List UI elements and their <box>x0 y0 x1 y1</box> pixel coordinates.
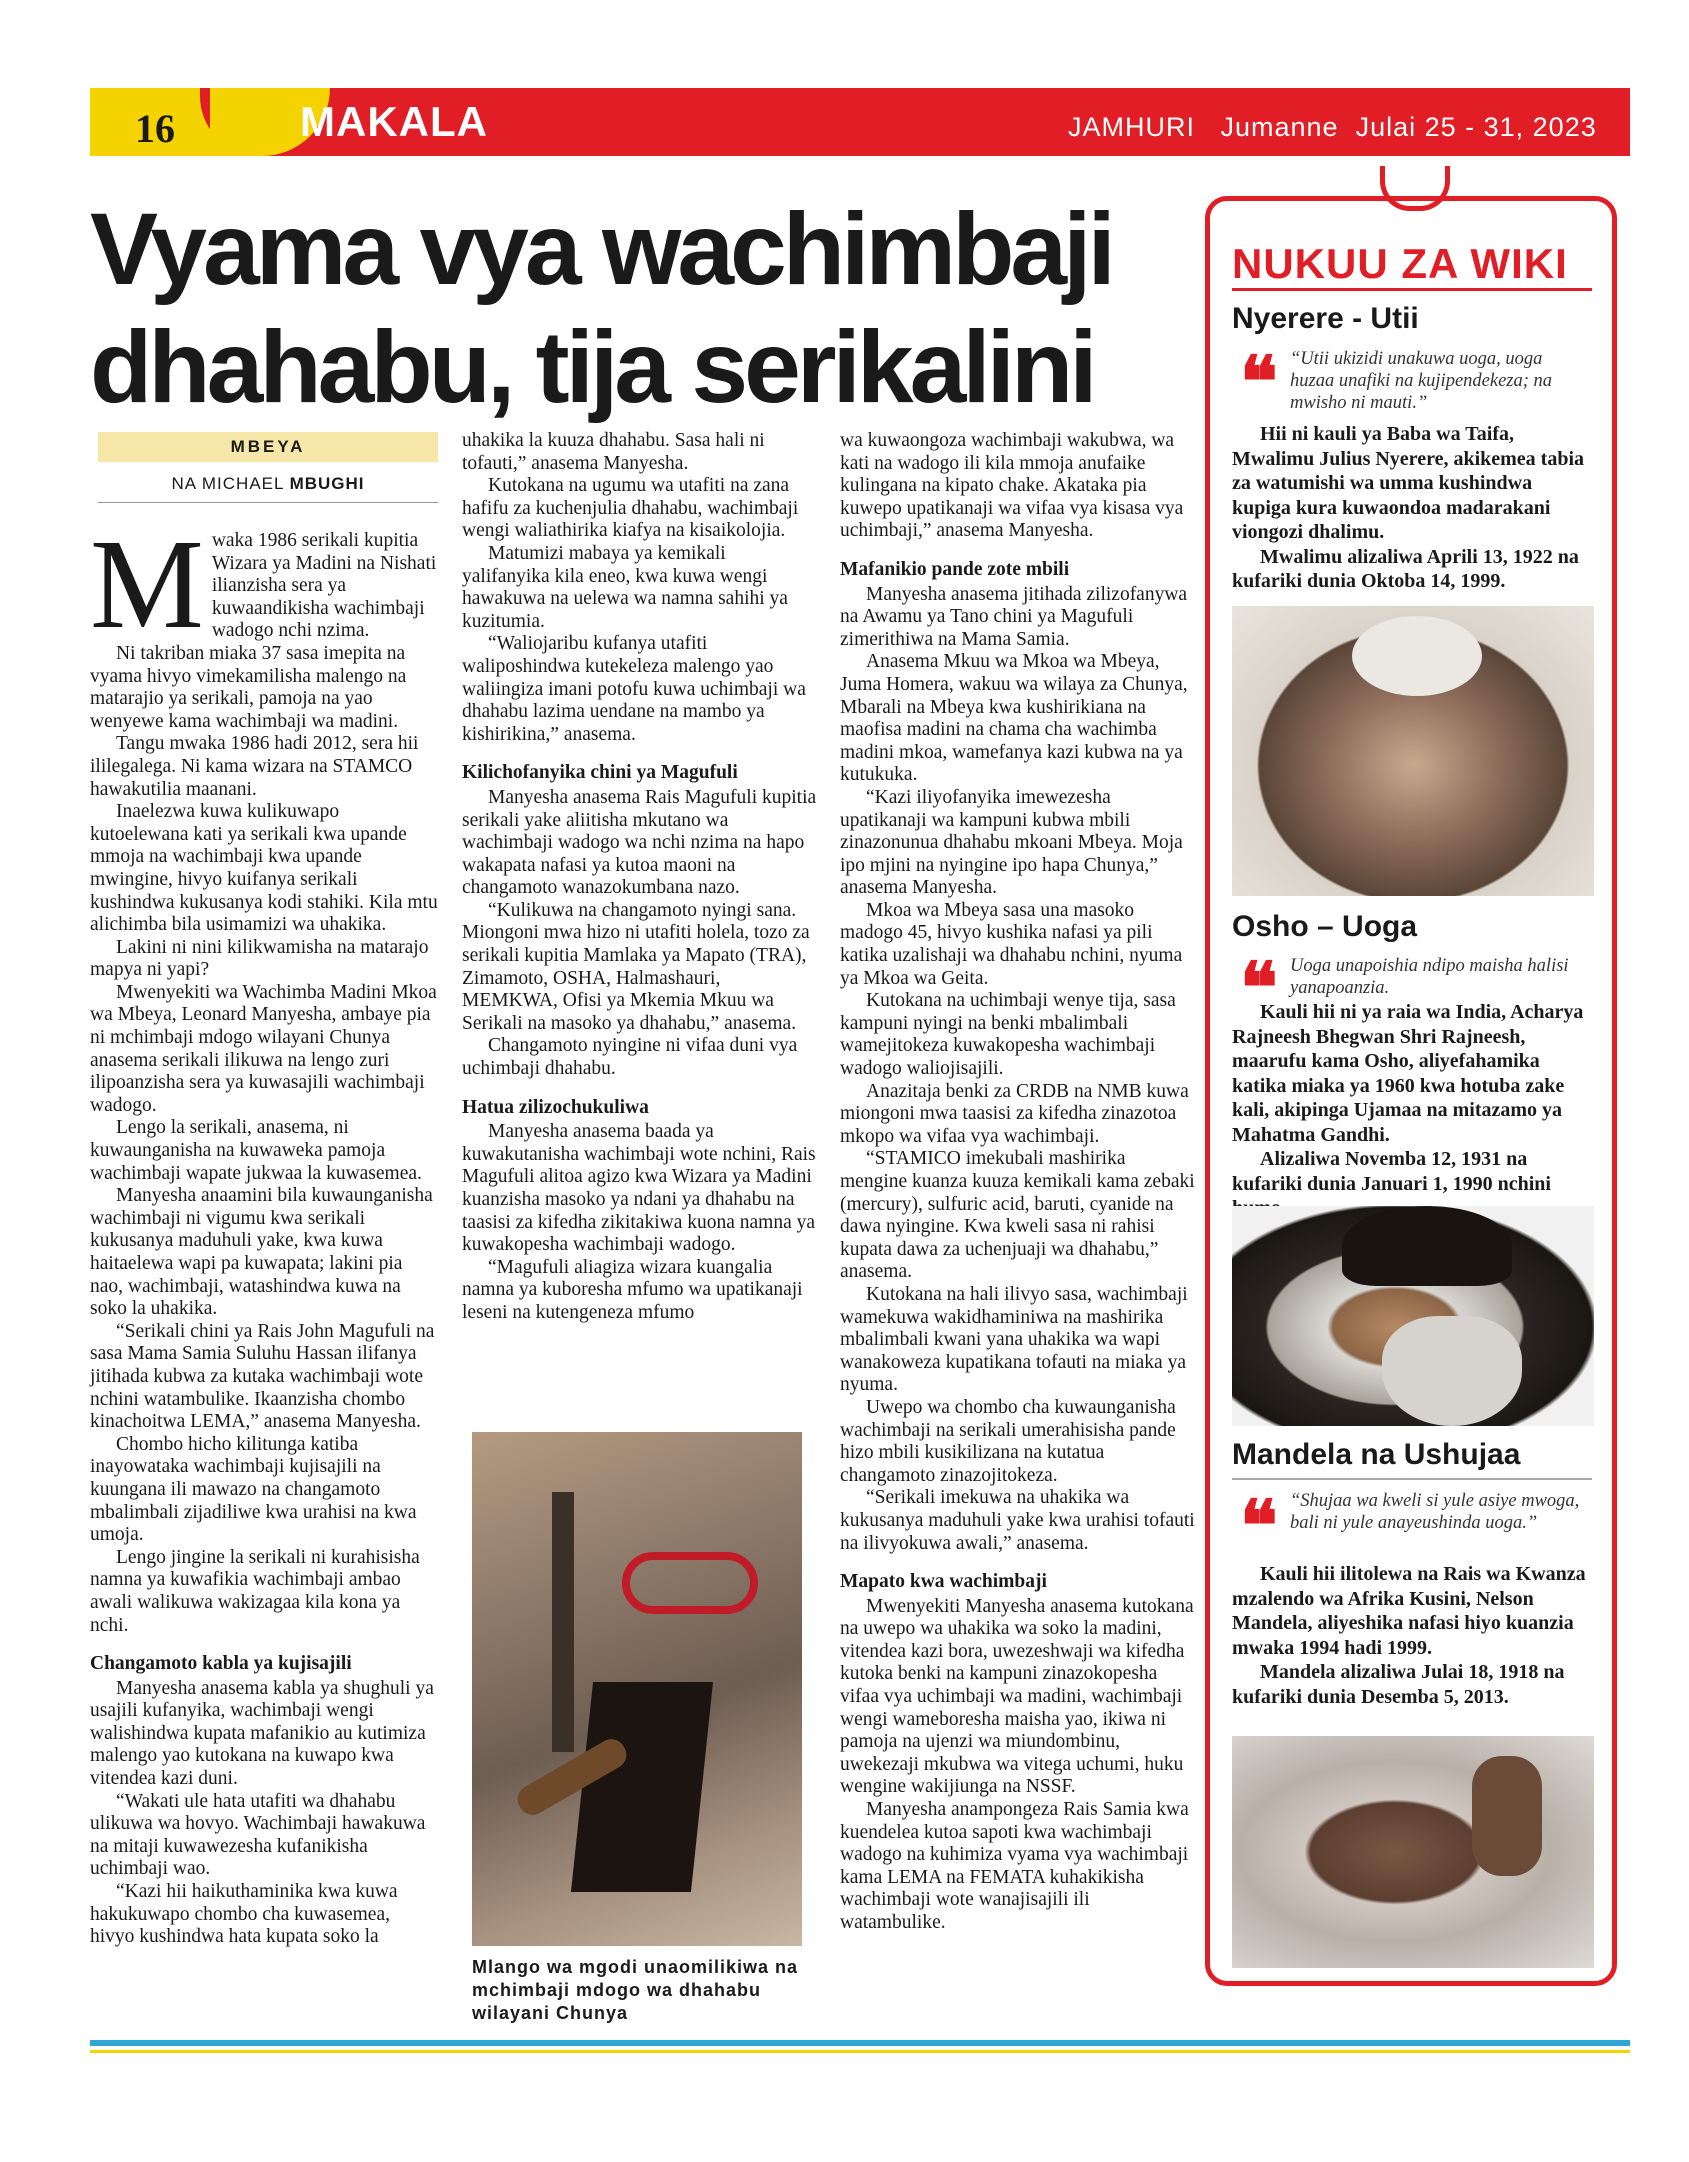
portrait-beard <box>1382 1316 1522 1426</box>
paragraph: Kutokana na ugumu wa utafiti na zana hafifu za kuchenjulia dhahabu, wachimbaji wengi waliathirika kiafya na kisaikolojia. <box>462 475 799 542</box>
masthead-date: JAMHURI Jumanne Julai 25 - 31, 2023 <box>1068 112 1597 142</box>
paragraph: Lakini ni nini kilikwamisha na matarajo mapya ni yapi? <box>90 936 429 981</box>
portrait-cap <box>1342 1206 1512 1286</box>
quote-1-heading: Nyerere - Utii <box>1232 302 1419 335</box>
subheading: Mapato kwa wachimbaji <box>840 1571 1047 1593</box>
paragraph: Kutokana na hali ilivyo sasa, wachimbaji wamekuwa wakidhaminiwa na mashirika mbalimbali kwani yana uhakika wa wapi wanakoweza kupatikana tofauti na miaka ya nyuma. <box>840 1283 1188 1396</box>
quote-3-rule <box>1232 1478 1592 1480</box>
photo-caption: Mlango wa mgodi unaomilikiwa na mchimbaji mdogo wa dhahabu wilayani Chunya <box>472 1957 799 2023</box>
subheading: Hatua zilizochukuliwa <box>462 1096 649 1118</box>
paragraph: Tangu mwaka 1986 hadi 2012, sera hii ililegalega. Ni kama wizara na STAMCO hawakutilia maanani. <box>90 733 419 800</box>
photo-shaft <box>571 1682 713 1892</box>
paragraph: “STAMICO imekubali mashirika mengine kuanza kuuza kemikali kama zebaki (mercury), sulfuric acid, baruti, cyanide na dawa nyingine. Kwa kweli sasa ni rahisi kupata dawa za uchenjuaji wa dhahabu,” anasema. <box>840 1148 1195 1283</box>
paragraph: “Serikali imekuwa na uhakika wa kukusanya maduhuli yake kwa urahisi tofauti na ilivyokuwa awali,” anasema. <box>840 1487 1195 1554</box>
byline <box>98 474 438 503</box>
paragraph: Anazitaja benki za CRDB na NMB kuwa miongoni mwa taasisi za kifedha zinazotoa mkopo wa vifaa vya wachimbaji. <box>840 1080 1189 1147</box>
quote-2-heading: Osho – Uoga <box>1232 910 1418 943</box>
paragraph: Matumizi mabaya ya kemikali yalifanyika kila eneo, kwa kuwa wengi hawakuwa na uelewa wa namna sahihi ya kuzitumia. <box>462 542 788 632</box>
sidebar-title: NUKUU ZA WIKI <box>1232 240 1568 287</box>
paragraph: Manyesha anasema kabla ya shughuli ya usajili kufanyika, wachimbaji wengi walishindwa kupata mafanikio au kutimiza malengo yao kutokana na kuwapo kwa vitendea kazi duni. <box>90 1677 434 1790</box>
paragraph: Hii ni kauli ya Baba wa Taifa, Mwalimu Julius Nyerere, akikemea tabia za watumishi wa umma kushindwa kupiga kura kuwaondoa madarakani viongozi dhalimu. <box>1232 423 1585 543</box>
page-number: 16 <box>135 106 175 151</box>
paragraph: “Magufuli aliagiza wizara kuangalia namna ya kuboresha mfumo wa upatikanaji leseni na kutengeneza mfumo <box>462 1256 803 1323</box>
paragraph: Inaelezwa kuwa kulikuwapo kutoelewana kati ya serikali kwa upande mmoja na wachimbaji kwa upande mwingine, hivyo kuifanya serikali kushindwa kukusanya kodi stahiki. Kila mtu alichimba bila usimamizi wa uhakika. <box>90 801 438 936</box>
quote-3-heading: Mandela na Ushujaa <box>1232 1438 1521 1471</box>
quote-mark-icon: ❝ <box>1240 946 1278 1029</box>
paragraph: Ni takriban miaka 37 sasa imepita na vyama hivyo vimekamilisha malengo na matarajio ya serikali, pamoja na yao wenyewe kama wachimbaji wa madini. <box>90 642 407 732</box>
paragraph: “Kulikuwa na changamoto nyingi sana. Miongoni mwa hizo ni utafiti holela, tozo za serikali kupitia Mamlaka ya Mapato (TRA), Zimamoto, OSHA, Halmashauri, MEMKWA, Ofisi ya Mkemia Mkuu wa Serikali na masoko ya dhahabu,” anasema. <box>462 899 810 1034</box>
quote-2-text: Uoga unapoishia ndipo maisha halisi yanapoanzia. <box>1290 956 1569 998</box>
footer-blue-rule <box>90 2040 1630 2046</box>
quote-1-body <box>1232 422 1592 594</box>
sidebar-title-rule <box>1232 288 1592 291</box>
paragraph: Chombo hicho kilitunga katiba inayowataka wachimbaji kujisajili na kuungana ili mawazo na changamoto mbalimbali zijadiliwe kwa urahisi na kwa umoja. <box>90 1433 417 1546</box>
paragraph: Mkoa wa Mbeya sasa una masoko madogo 45, hivyo kushika nafasi ya pili katika uzalishaji wa dhahabu nchini, nyuma ya Mkoa wa Geita. <box>840 899 1183 989</box>
portrait-hair <box>1352 616 1482 696</box>
article-column-2 <box>462 430 817 1325</box>
headline-line-2: dhahabu, tija serikalini <box>90 310 1094 424</box>
paragraph: Uwepo wa chombo cha kuwaunganisha wachimbaji na serikali umerahisisha pande hizo mbili kusikilizana na kutatua changamoto zinazojitokeza. <box>840 1396 1176 1486</box>
paragraph: Manyesha anasema baada ya kuwakutanisha wachimbaji wote nchini, Rais Magufuli alitoa agizo kwa Wizara ya Madini kuanzisha masoko ya ndani ya dhahabu na taasisi za kifedha zikitakiwa kuona namna ya kuwakopesha wachimbaji wadogo. <box>462 1121 816 1256</box>
paragraph: Mwenyekiti wa Wachimba Madini Mkoa wa Mbeya, Leonard Manyesha, ambaye pia ni mchimbaji mdogo wilayani Chunya anasema serikali ilikuwa na lengo zuri ilipoanzisha sera ya kuwasajili wachimbaji wadogo. <box>90 981 437 1116</box>
byline-prefix: NA MICHAEL <box>171 474 284 493</box>
paragraph: Anasema Mkuu wa Mkoa wa Mbeya, Juma Homera, wakuu wa wilaya za Chunya, Mbarali na Mbeya kwa kushirikiana na maofisa madini na chama cha wachimba madini mkoa, wamefanya kazi kubwa na ya kutukuka. <box>840 651 1188 786</box>
quote-mark-icon: ❝ <box>1240 340 1278 423</box>
portrait-waving-hand <box>1472 1756 1542 1876</box>
subheading: Mafanikio pande zote mbili <box>840 558 1070 580</box>
headline <box>90 190 1200 426</box>
quote-3-text: “Shujaa wa kweli si yule asiye mwoga, bali ni yule anayeushinda uoga.” <box>1290 1491 1580 1533</box>
quote-mark-icon: ❝ <box>1240 1484 1278 1567</box>
dateline: MBEYA <box>98 432 438 462</box>
dropcap: M <box>90 513 204 655</box>
paragraph: “Serikali chini ya Rais John Magufuli na sasa Mama Samia Suluhu Hassan ilifanya jitihada kubwa za kutaka wachimbaji wote nchini watambulike. Ikaanzisha chombo kinachoitwa LEMA,” anasema Manyesha. <box>90 1320 435 1433</box>
byline-name: MBUGHI <box>289 474 365 493</box>
paragraph: Mandela alizaliwa Julai 18, 1918 na kufariki dunia Desemba 5, 2013. <box>1232 1661 1565 1708</box>
paragraph: “Wakati ule hata utafiti wa dhahabu ulikuwa wa hovyo. Wachimbaji hawakuwa na mitaji kuwawezesha kufanikisha uchimbaji wao. <box>90 1790 426 1880</box>
osho-portrait <box>1232 1206 1594 1426</box>
paragraph: Manyesha anampongeza Rais Samia kwa kuendelea kutoa sapoti kwa wachimbaji wadogo na kuhimiza vyama vya wachimbaji kama LEMA na FEMATA kuhakikisha wachimbaji wote wanajisajili ili watambulike. <box>840 1799 1189 1933</box>
mine-entrance-photo <box>472 1432 802 1946</box>
footer-yellow-rule <box>90 2050 1630 2053</box>
paragraph: Kutokana na uchimbaji wenye tija, sasa kampuni nyingi na benki mbalimbali wamejitokeza kuwakopesha wachimbaji wadogo waliojisajili. <box>840 990 1176 1080</box>
paragraph: Kauli hii ilitolewa na Rais wa Kwanza mzalendo wa Afrika Kusini, Nelson Mandela, aliyeshika nafasi hiyo kuanzia mwaka 1994 hadi 1999. <box>1232 1563 1586 1659</box>
paragraph: wa kuwaongoza wachimbaji wakubwa, wa kati na wadogo ili kila mmoja anufaike kulingana na kipato chake. Akataka pia kuwepo upatikanaji wa vifaa vya kisasa vya uchimbaji,” anasema Manyesha. <box>840 430 1184 542</box>
paragraph: Mwalimu alizaliwa Aprili 13, 1922 na kufariki dunia Oktoba 14, 1999. <box>1232 545 1579 592</box>
quote-3-body <box>1232 1562 1592 1709</box>
photo-pole <box>552 1492 574 1752</box>
photo-rope <box>622 1552 758 1614</box>
paragraph: Mwenyekiti Manyesha anasema kutokana na uwepo wa uhakika wa soko la madini, vitendea kazi bora, uwezeshwaji wa kifedha kutoka benki na kampuni zinazokopesha vifaa vya uchimbaji wa madini, wachimbaji wengi wameboresha maisha yao, ikiwa ni pamoja na ujenzi wa miundombinu, uwekezaji mkubwa wa vitega uchumi, huku wengine wakijiunga na NSSF. <box>840 1595 1194 1798</box>
paragraph: Manyesha anasema jitihada zilizofanywa na Awamu ya Tano chini ya Magufuli zimerithiwa na Mama Samia. <box>840 583 1188 650</box>
paragraph: Manyesha anasema Rais Magufuli kupitia serikali yake aliitisha mkutano wa wachimbaji wadogo wa nchi nzima na hapo wakapata nafasi ya kutoa maoni na changamoto wanazokumbana nazo. <box>462 786 817 899</box>
paragraph: Changamoto nyingine ni vifaa duni vya uchimbaji dhahabu. <box>462 1035 798 1080</box>
article-column-3 <box>840 430 1195 1935</box>
subheading: Kilichofanyika chini ya Magufuli <box>462 762 738 784</box>
headline-line-1: Vyama vya wachimbaji <box>90 192 1112 306</box>
paragraph: “Kazi hii haikuthaminika kwa kuwa hakukuwapo chombo cha kuwasemea, hivyo kushindwa hata kupata soko la <box>90 1881 398 1948</box>
mandela-portrait <box>1232 1736 1594 1968</box>
subheading: Changamoto kabla ya kujisajili <box>90 1653 352 1675</box>
quote-2-body <box>1232 1000 1592 1221</box>
paragraph: Lengo jingine la serikali ni kurahisisha namna ya kuwafikia wachimbaji ambao awali walikuwa wakizagaa kila kona ya nchi. <box>90 1546 420 1636</box>
quote-1-text: “Utii ukizidi unakuwa uoga, uoga huzaa unafiki na kujipendekeza; na mwisho ni mauti.” <box>1290 349 1553 413</box>
article-column-1 <box>90 513 438 1949</box>
nyerere-portrait <box>1232 606 1594 896</box>
paragraph: Mwaka 1986 serikali kupitia Wizara ya Madini na Nishati ilianzisha sera ya kuwaandikisha wachimbaji wadogo nchi nzima. <box>90 513 437 655</box>
paragraph: Kauli hii ni ya raia wa India, Acharya Rajneesh Bhegwan Shri Rajneesh, maarufu kama Osho, aliyefahamika katika miaka ya 1960 kwa hotuba zake kali, akipinga Ujamaa na mitazamo ya Mahatma Gandhi. <box>1232 1001 1584 1146</box>
paragraph: uhakika la kuuza dhahabu. Sasa hali ni tofauti,” anasema Manyesha. <box>462 430 765 474</box>
section-label: MAKALA <box>300 98 488 145</box>
paragraph: Manyesha anaamini bila kuwaunganisha wachimbaji ni vigumu kwa serikali kukusanya maduhuli yake, kwa kuwa haitaelewa wapi pa kuwapata; lakini pia nao, wachimbaji, watashindwa kuwa na soko la uhakika. <box>90 1185 433 1320</box>
paragraph: Lengo la serikali, anasema, ni kuwaunganisha na kuwaweka pamoja wachimbaji wapate jukwaa la kuwasemea. <box>90 1117 422 1184</box>
paragraph: “Kazi iliyofanyika imewezesha upatikanaji wa kampuni kubwa mbili zinazonunua dhahabu mkoani Mbeya. Moja ipo mjini na nyingine ipo hapa Chunya,” anasema Manyesha. <box>840 786 1183 899</box>
paragraph: “Waliojaribu kufanya utafiti waliposhindwa kutekeleza malengo yao waliingiza imani potofu kuwa uchimbaji wa dhahabu lazima uendane na mambo ya kishirikina,” anasema. <box>462 633 806 745</box>
paragraph: Alizaliwa Novemba 12, 1931 na kufariki dunia Januari 1, 1990 nchini <box>1232 1148 1551 1195</box>
